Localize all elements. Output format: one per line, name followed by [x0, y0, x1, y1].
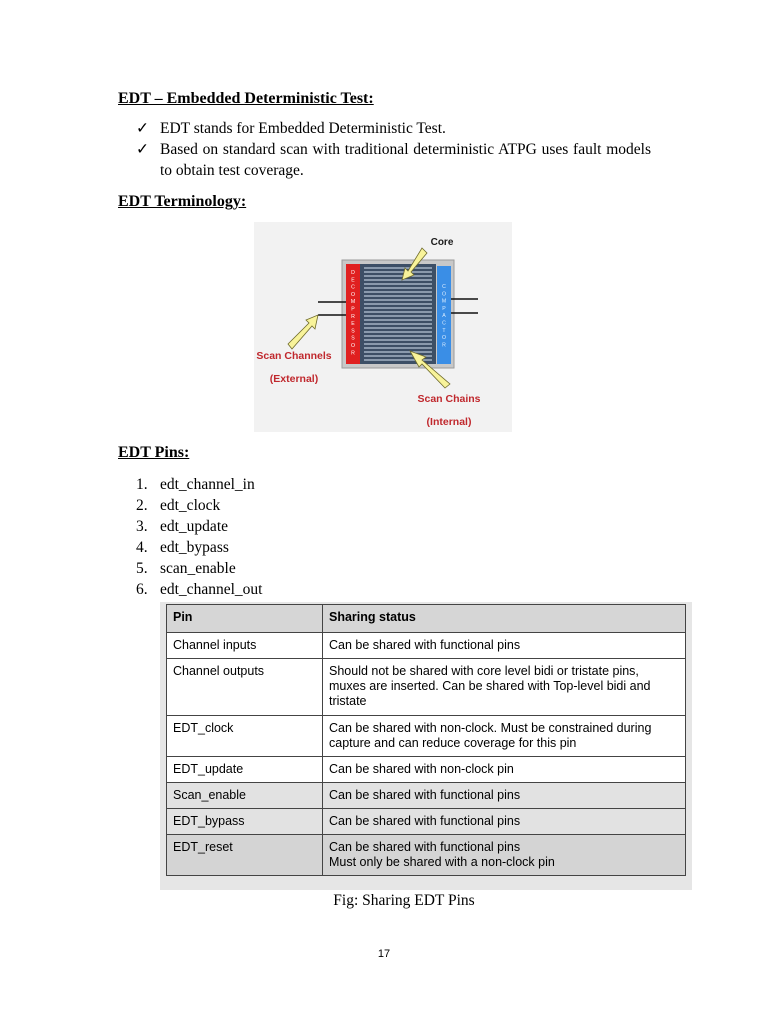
- list-item: 6. edt_channel_out: [136, 581, 263, 598]
- section-heading-edt: EDT – Embedded Deterministic Test:: [118, 90, 374, 107]
- compactor-label: C O M P A C T O R: [441, 284, 447, 349]
- table-header-row: [167, 605, 686, 633]
- table-cell-pin: EDT_clock: [167, 716, 323, 757]
- list-item: 3. edt_update: [136, 518, 229, 535]
- core-label: Core: [430, 237, 454, 248]
- table-cell-pin: Channel inputs: [167, 633, 323, 659]
- external-label: (External): [269, 373, 319, 385]
- table-cell-pin: EDT_reset: [167, 835, 323, 876]
- checkmark-icon: ✓: [136, 120, 149, 137]
- table-cell-status: [323, 835, 686, 876]
- pin-list: [136, 474, 262, 600]
- section-heading-pins: EDT Pins:: [118, 444, 190, 461]
- table-cell-status: Can be shared with non-clock pin: [323, 757, 686, 783]
- pin-sharing-table-figure: [160, 602, 692, 890]
- list-item: 4. edt_bypass: [136, 539, 229, 556]
- table-row: [167, 783, 686, 809]
- table-cell-status: Should not be shared with core level bidi or tristate pins, muxes are inserted. Can be shared with Top-level bidi and tristate: [323, 659, 686, 716]
- list-item: 1. edt_channel_in: [136, 476, 255, 493]
- column-header: Sharing status: [323, 605, 686, 633]
- table-cell-pin: Channel outputs: [167, 659, 323, 716]
- bullet-text: Based on standard scan with traditional deterministic ATPG uses fault models to obtain test coverage.: [160, 141, 651, 179]
- table-row: [167, 716, 686, 757]
- decompressor-label: D E C O M P R E S S O R: [350, 270, 356, 357]
- table-row: [167, 809, 686, 835]
- table-cell-pin: EDT_bypass: [167, 809, 323, 835]
- column-header: Pin: [167, 605, 323, 633]
- figure-caption: Fig: Sharing EDT Pins: [333, 892, 475, 909]
- table-row: [167, 757, 686, 783]
- checkmark-icon: ✓: [136, 141, 149, 158]
- table-row: [167, 633, 686, 659]
- status-line: Must only be shared with a non-clock pin: [329, 855, 555, 869]
- table-cell-status: Can be shared with functional pins: [323, 633, 686, 659]
- scan-channels-label: Scan Channels: [256, 350, 332, 362]
- table-cell-status: Can be shared with non-clock. Must be constrained during capture and can reduce coverage for this pin: [323, 716, 686, 757]
- bullet-item: [136, 139, 651, 181]
- bullet-text: EDT stands for Embedded Deterministic Test.: [160, 120, 446, 137]
- section-heading-terminology: EDT Terminology:: [118, 193, 247, 210]
- internal-label: (Internal): [426, 416, 472, 428]
- edt-architecture-diagram: [254, 222, 512, 432]
- table-cell-status: Can be shared with functional pins: [323, 783, 686, 809]
- table-cell-pin: Scan_enable: [167, 783, 323, 809]
- table-cell-status: Can be shared with functional pins: [323, 809, 686, 835]
- list-item: 2. edt_clock: [136, 497, 221, 514]
- list-item: 5. scan_enable: [136, 560, 236, 577]
- bullet-item: [136, 118, 651, 139]
- table-row: [167, 835, 686, 876]
- pin-sharing-table: [166, 604, 686, 876]
- core-block: [360, 264, 436, 364]
- scan-chains-label: Scan Chains: [417, 393, 481, 405]
- bullet-list: [136, 118, 651, 181]
- table-row: [167, 659, 686, 716]
- table-cell-pin: EDT_update: [167, 757, 323, 783]
- status-line: Can be shared with functional pins: [329, 840, 521, 854]
- page-number: 17: [377, 948, 391, 960]
